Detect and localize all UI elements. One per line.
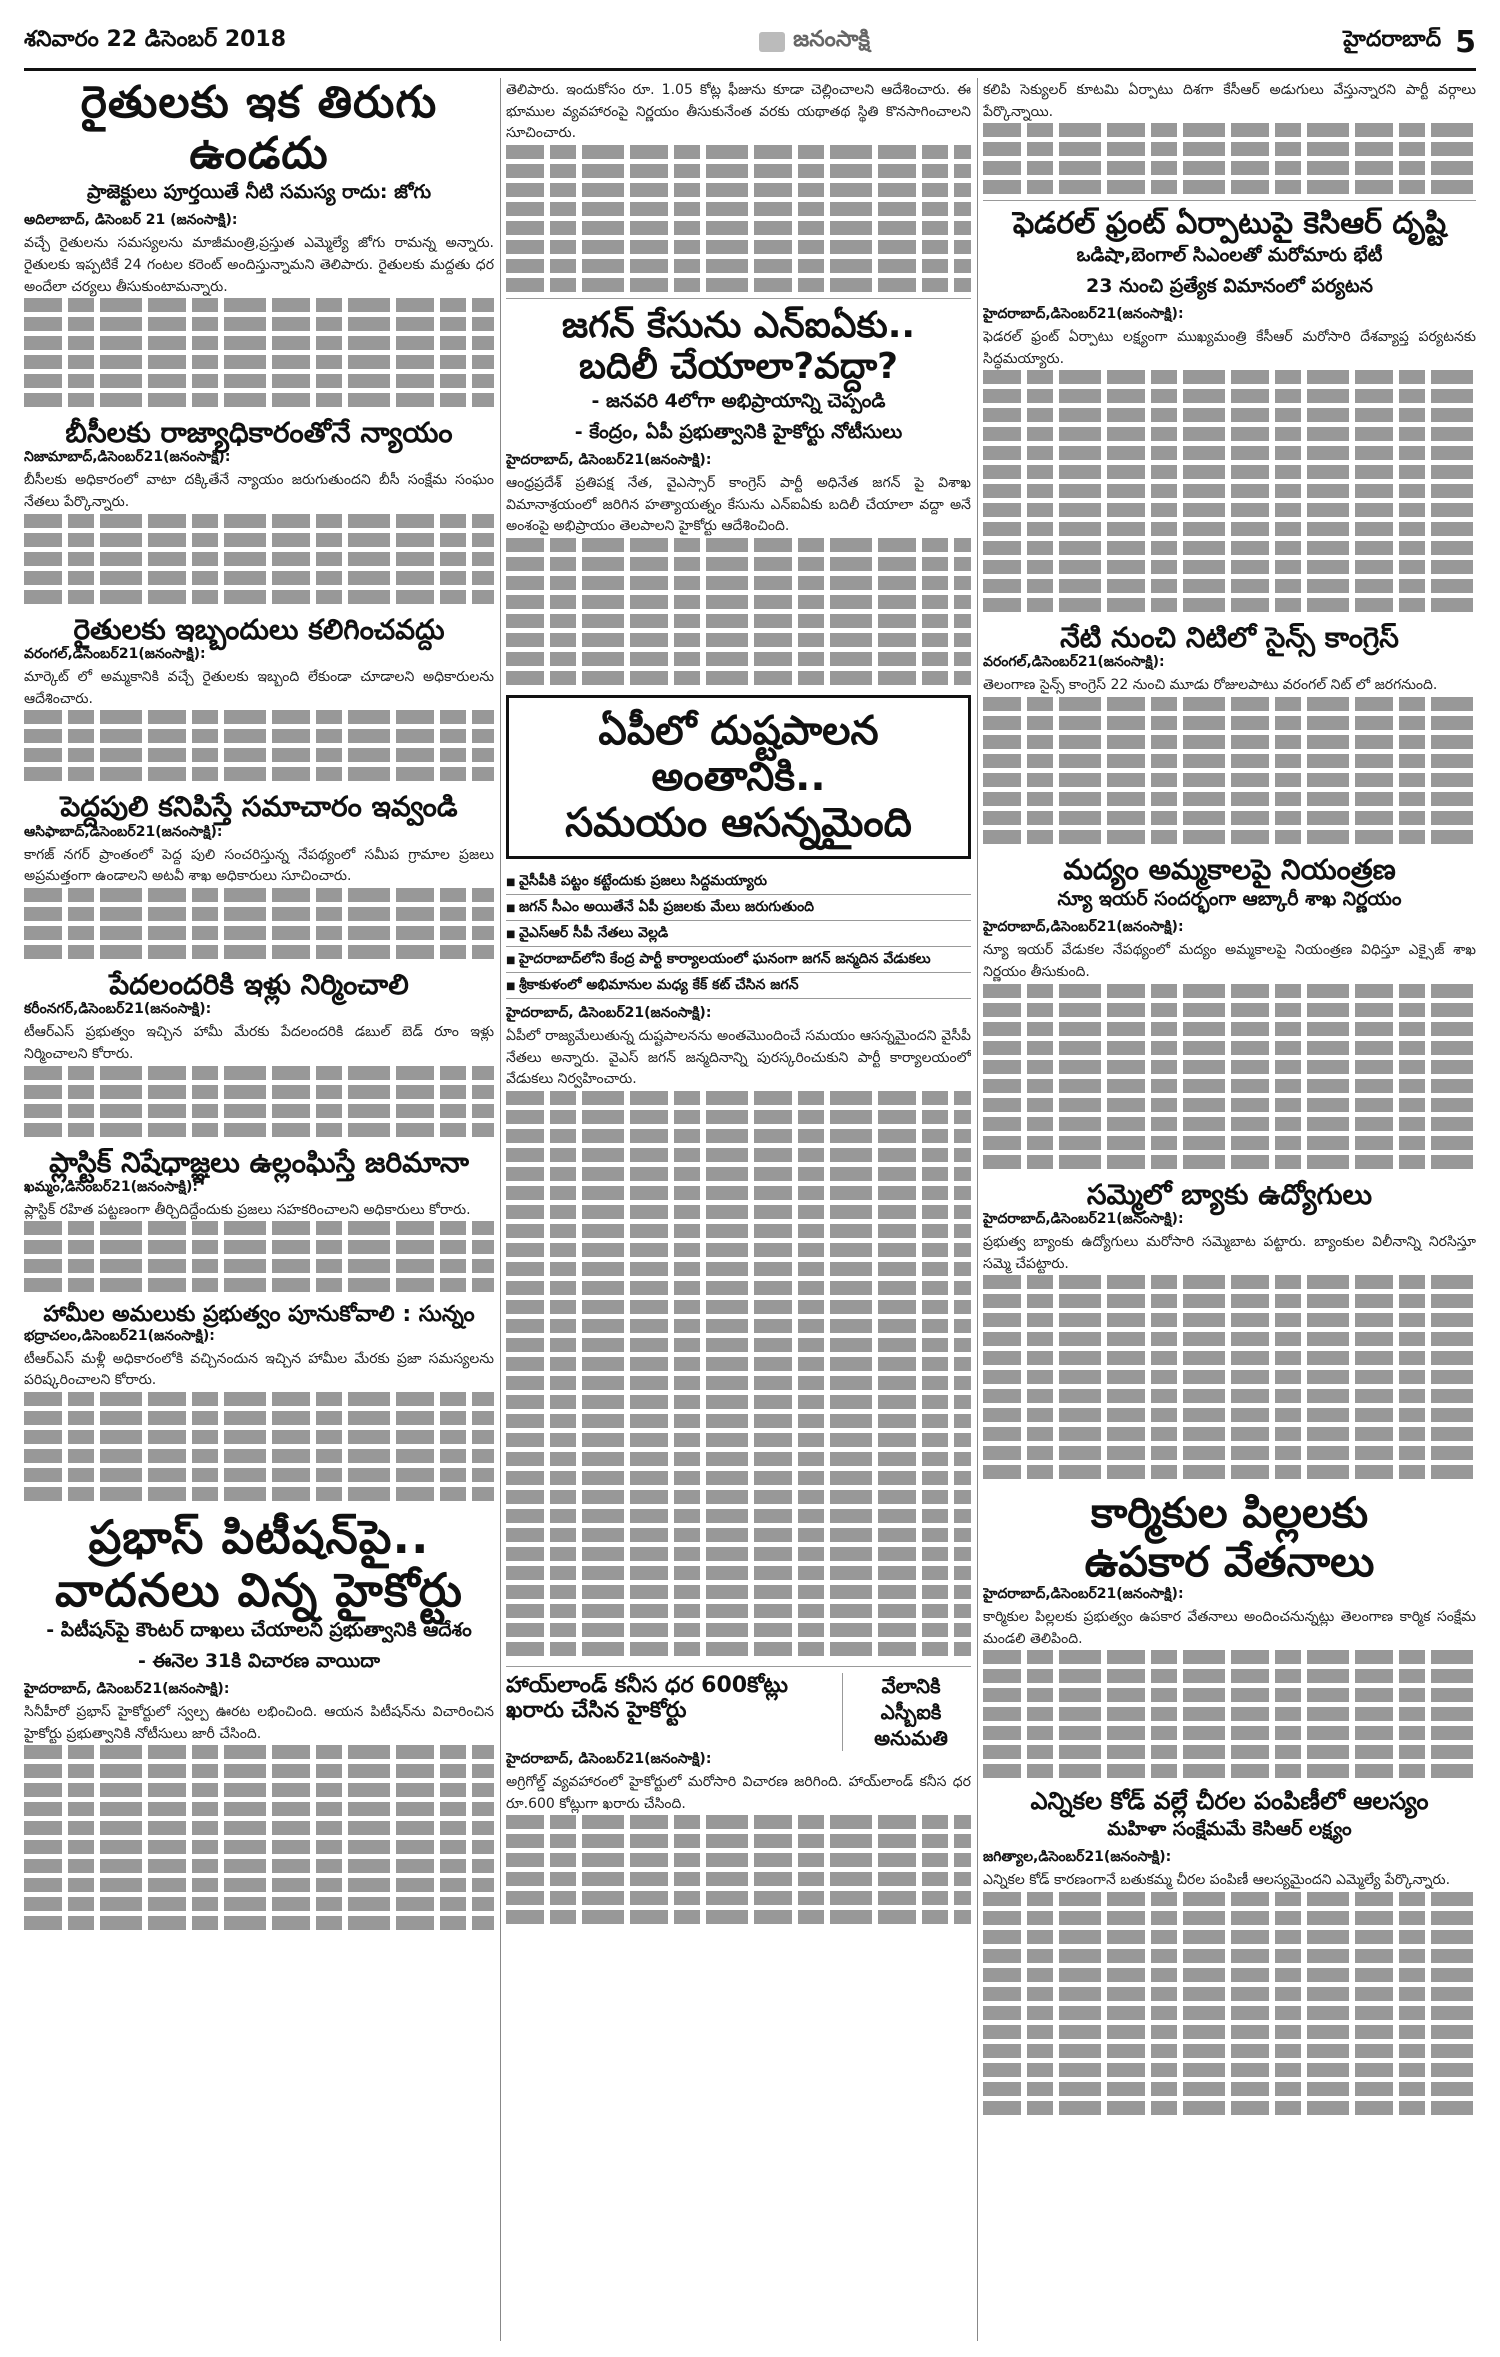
subheadline: మహిళా సంక్షేమమే కెసిఆర్ లక్ష్యం <box>1107 1817 1352 1840</box>
boxed-headline <box>506 695 971 859</box>
text-line-placeholder <box>24 1878 494 1892</box>
dateline: హైదరాబాద్,డిసెంబర్21(జనంసాక్షి): <box>983 1585 1184 1602</box>
text-line-placeholder <box>983 1987 1476 2001</box>
text-line-placeholder <box>506 614 971 628</box>
text-line-placeholder <box>506 1566 971 1580</box>
article-promises <box>24 1302 494 1501</box>
article-prabhas <box>24 1511 494 1930</box>
text-line-placeholder <box>24 1897 494 1911</box>
subheadline: - కేంద్రం, ఏపీ ప్రభుత్వానికి హైకోర్టు నోటీసులు <box>574 420 903 443</box>
article-body: ఫెడరల్ ఫ్రంట్ ఏర్పాటు లక్ష్యంగా ముఖ్యమంత్రి కేసీఆర్ మరోసారి దేశవ్యాప్త పర్యటనకు సిద్ధమయ్యారు. <box>983 328 1476 367</box>
text-line-placeholder <box>506 164 971 178</box>
text-line-placeholder <box>983 1098 1476 1112</box>
text-line-placeholder <box>506 1528 971 1542</box>
dateline: హైదరాబాద్, డిసెంబర్21(జనంసాక్షి): <box>506 1004 712 1021</box>
headline: కార్మికుల పిల్లలకు <box>1090 1488 1369 1538</box>
text-line-placeholder <box>24 1066 494 1080</box>
headline-line2: సమయం ఆసన్నమైంది <box>565 799 912 846</box>
subheadline: న్యూ ఇయర్ సందర్భంగా ఆబ్కారీ శాఖ నిర్ణయం <box>1057 888 1402 911</box>
text-line-placeholder <box>506 1338 971 1352</box>
dateline: నిజామాబాద్,డిసెంబర్21(జనంసాక్షి): <box>24 449 231 466</box>
text-line-placeholder <box>983 1332 1476 1346</box>
text-line-placeholder <box>983 1669 1476 1683</box>
text-line-placeholder <box>506 633 971 647</box>
text-line-placeholder <box>506 1091 971 1105</box>
text-line-placeholder <box>24 1916 494 1930</box>
dateline: వరంగల్,డిసెంబర్21(జనంసాక్షి): <box>983 654 1165 671</box>
text-line-placeholder <box>983 503 1476 517</box>
text-line-placeholder <box>506 1471 971 1485</box>
text-line-placeholder <box>24 1859 494 1873</box>
text-line-placeholder <box>983 1446 1476 1460</box>
dateline: కరీంనగర్,డిసెంబర్21(జనంసాక్షి): <box>24 1001 212 1018</box>
masthead-right <box>1343 25 1476 60</box>
page-number: 5 <box>1455 24 1476 60</box>
highlights-list <box>506 869 971 999</box>
text-line-placeholder <box>983 1041 1476 1055</box>
text-line-placeholder <box>983 1930 1476 1944</box>
text-line-placeholder <box>983 465 1476 479</box>
column-middle <box>506 78 971 2341</box>
text-line-placeholder <box>983 1275 1476 1289</box>
text-line-placeholder <box>506 202 971 216</box>
text-line-placeholder <box>983 1351 1476 1365</box>
text-line-placeholder <box>506 1205 971 1219</box>
text-line-placeholder <box>24 1840 494 1854</box>
text-line-placeholder <box>983 427 1476 441</box>
article-tiger <box>24 791 494 959</box>
text-line-placeholder <box>24 1221 494 1235</box>
text-line-placeholder <box>983 1294 1476 1308</box>
headline: పేదలందరికి ఇళ్లు నిర్మించాలి <box>109 967 409 1001</box>
article-scholarships <box>983 1489 1476 1778</box>
text-line-placeholder <box>983 1389 1476 1403</box>
dateline: వరంగల్,డిసెంబర్21(జనంసాక్షి): <box>24 646 206 662</box>
text-line-placeholder <box>983 2044 1476 2058</box>
text-line-placeholder <box>506 1815 971 1829</box>
text-line-placeholder <box>506 671 971 685</box>
text-line-placeholder <box>506 1585 971 1599</box>
headline-line2: ఖరారు చేసిన హైకోర్టు <box>506 1698 687 1724</box>
text-line-placeholder <box>983 1688 1476 1702</box>
text-line-placeholder <box>983 811 1476 825</box>
text-line-placeholder <box>24 945 494 959</box>
issue-date: శనివారం 22 డిసెంబర్ 2018 <box>24 27 287 52</box>
text-line-placeholder <box>506 1604 971 1618</box>
column-divider <box>977 78 978 2341</box>
highlight-item: ■ వైసీపీకి పట్టం కట్టేందుకు ప్రజలు సిద్దమయ్యారు <box>506 869 971 895</box>
subheadline: - జనవరి 4లోగా అభిప్రాయాన్ని చెప్పండి <box>591 389 886 412</box>
dateline: జగిత్యాల,డిసెంబర్21(జనంసాక్షి): <box>983 1848 1172 1865</box>
article-highland <box>506 1673 971 1751</box>
subheadline: ఒడిషా,బెంగాల్ సిఎంలతో మరోమారు భేటీ <box>1076 243 1383 266</box>
newspaper-logo-icon <box>759 32 785 52</box>
text-line-placeholder <box>506 1319 971 1333</box>
article-body: వచ్చే రైతులను సమస్యలను మాజీమంత్రి,ప్రస్తుత ఎమ్మెల్యే జోగు రామన్న అన్నారు. రైతులకు ఇప్పటికే 24 గంటల కరెంట్ అందిస్తున్నామని తెలిపారు. రైతులకు మద్దతు ధర అందేలా చర్యలు తీసుకుంటామన్నారు. <box>24 235 494 295</box>
text-line-placeholder <box>983 560 1476 574</box>
text-line-placeholder <box>983 1060 1476 1074</box>
text-line-placeholder <box>983 2025 1476 2039</box>
text-line-placeholder <box>24 1278 494 1292</box>
highlight-item: ■ శ్రీకాకుళంలో అభిమానుల మధ్య కేక్ కట్ చేసిన జగన్ <box>506 973 971 999</box>
highlight-item: ■ జగన్ సీఎం అయితేనే ఏపీ ప్రజలకు మేలు జరుగుతుంది <box>506 895 971 921</box>
article-body: ఆంధ్రప్రదేశ్ ప్రతిపక్ష నేత, వైఎస్సార్ కాంగ్రెస్ పార్టీ అధినేత జగన్ పై విశాఖ విమానాశ్రయంలో జరిగిన హత్యాయత్నం కేసును ఎన్ఐఏకు బదిలీ చేయాలా వద్దా అనే అంశంపై అభిప్రాయం తెలపాలని హైకోర్టు ఆదేశించింది. <box>506 474 971 535</box>
masthead <box>24 18 1476 66</box>
subheadline: 23 నుంచి ప్రత్యేక విమానంలో పర్యటన <box>1086 274 1373 297</box>
text-line-placeholder <box>24 590 494 604</box>
text-line-placeholder <box>506 1910 971 1924</box>
headline: జగన్ కేసును ఎన్ఐఏకు.. <box>561 305 916 347</box>
article-body: కాగజ్ నగర్ ప్రాంతంలో పెద్ద పులి సంచరిస్తున్న నేపథ్యంలో సమీప గ్రామాల ప్రజలు అప్రమత్తంగా ఉండాలని అటవీ శాఖ అధికారులు సూచించారు. <box>24 846 494 885</box>
text-line-placeholder <box>24 1123 494 1137</box>
text-line-placeholder <box>506 278 971 292</box>
text-line-placeholder <box>506 1357 971 1371</box>
text-line-placeholder <box>983 142 1476 156</box>
text-line-placeholder <box>24 888 494 902</box>
text-line-placeholder <box>506 1490 971 1504</box>
text-line-placeholder <box>24 374 494 388</box>
column-right <box>983 78 1476 2341</box>
text-line-placeholder <box>983 1707 1476 1721</box>
text-line-placeholder <box>506 1129 971 1143</box>
newspaper-brand <box>759 27 870 57</box>
article-science-congress <box>983 622 1476 844</box>
text-line-placeholder <box>24 1802 494 1816</box>
text-line-placeholder <box>983 716 1476 730</box>
text-line-placeholder <box>506 1224 971 1238</box>
headline: హాయ్‌లాండ్ కనీస ధర 600కోట్లు <box>506 1672 788 1698</box>
text-line-placeholder <box>506 538 971 552</box>
text-line-placeholder <box>24 1085 494 1099</box>
text-line-placeholder <box>24 1411 494 1425</box>
section-divider <box>506 298 971 299</box>
text-line-placeholder <box>983 370 1476 384</box>
text-line-placeholder <box>506 1834 971 1848</box>
text-line-placeholder <box>983 830 1476 844</box>
highlight-item: ■ వైఎస్ఆర్ సీపీ నేతలు వెల్లడి <box>506 921 971 947</box>
column-divider <box>500 78 501 2341</box>
text-line-placeholder <box>983 1117 1476 1131</box>
text-line-placeholder <box>24 336 494 350</box>
article-body: ప్రభుత్వ బ్యాంకు ఉద్యోగులు మరోసారి సమ్మెబాట పట్టారు. బ్యాంకుల విలీనాన్ని నిరసిస్తూ సమ్మె చేపట్టారు. <box>983 1233 1476 1272</box>
text-line-placeholder <box>983 1155 1476 1169</box>
text-line-placeholder <box>506 1281 971 1295</box>
article-body: కార్మికుల పిల్లలకు ప్రభుత్వం ఉపకార వేతనాలు అందించనున్నట్లు తెలంగాణ కార్మిక సంక్షేమ మండలి తెలిపింది. <box>983 1608 1476 1647</box>
text-line-placeholder <box>24 355 494 369</box>
text-line-placeholder <box>983 2101 1476 2115</box>
article-body: సినీహీరో ప్రభాస్ హైకోర్టులో స్వల్ప ఊరట లభించింది. ఆయన పిటీషన్‌ను విచారించిన హైకోర్టు ప్రభుత్వానికి నోటీసులు జారీ చేసింది. <box>24 1703 494 1742</box>
text-line-placeholder <box>506 221 971 235</box>
text-line-placeholder <box>24 1783 494 1797</box>
dateline: భద్రాచలం,డిసెంబర్21(జనంసాక్షి): <box>24 1327 215 1344</box>
headline: ఏపీలో దుష్టపాలన అంతానికి.. <box>598 707 879 800</box>
article-body: న్యూ ఇయర్ వేడుకల నేపథ్యంలో మద్యం అమ్మకాలపై నియంత్రణ విధిస్తూ ఎక్సైజ్ శాఖ నిర్ణయం తీసుకుంది. <box>983 942 1476 980</box>
article-housing <box>24 969 494 1137</box>
text-line-placeholder <box>506 1853 971 1867</box>
text-line-placeholder <box>24 710 494 724</box>
headline: హామీల అమలుకు ప్రభుత్వం పూనుకోవాలి : సున్నం <box>43 1302 475 1328</box>
text-line-placeholder <box>24 1745 494 1759</box>
text-line-placeholder <box>983 1136 1476 1150</box>
text-line-placeholder <box>983 522 1476 536</box>
headline-line2: వాదనలు విన్న హైకోర్టు <box>55 1562 463 1617</box>
text-line-placeholder <box>24 748 494 762</box>
text-line-placeholder <box>506 1872 971 1886</box>
text-line-placeholder <box>506 576 971 590</box>
dateline: హైదరాబాద్,డిసెంబర్21(జనంసాక్షి): <box>983 919 1184 936</box>
text-line-placeholder <box>983 792 1476 806</box>
article-body: అగ్రిగోల్డ్ వ్యవహారంలో హైకోర్టులో మరోసారి విచారణ జరిగింది. హాయ్‌లాండ్ కనీస ధర రూ.600 కోట్లుగా ఖరారు చేసింది. <box>506 1773 971 1812</box>
column-left <box>24 78 494 2341</box>
text-line-placeholder <box>24 1449 494 1463</box>
article-body: ఏపీలో రాజ్యమేలుతున్న దుష్టపాలనను అంతమొందించే సమయం ఆసన్నమైందని వైసీపీ నేతలు అన్నారు. వైఎస్ జగన్ జన్మదినాన్ని పురస్కరించుకుని పార్టీ కార్యాలయంలో వేడుకలు నిర్వహించారు. <box>506 1027 971 1088</box>
edition-city: హైదరాబాద్ <box>1343 27 1442 52</box>
dateline: హైదరాబాద్, డిసెంబర్21(జనంసాక్షి): <box>24 1680 230 1697</box>
article-federal-front <box>983 207 1476 612</box>
text-line-placeholder <box>506 1414 971 1428</box>
brand-name: జనంసాక్షి <box>793 27 871 52</box>
text-line-placeholder <box>983 754 1476 768</box>
text-line-placeholder <box>506 1186 971 1200</box>
text-line-placeholder <box>983 1370 1476 1384</box>
text-line-placeholder <box>24 571 494 585</box>
article-plastic <box>24 1147 494 1293</box>
text-line-placeholder <box>506 1110 971 1124</box>
headline-line2: ఉపకార వేతనాలు <box>1084 1536 1375 1586</box>
headline: సమ్మెలో బ్యాకు ఉద్యోగులు <box>1086 1177 1373 1211</box>
article-market <box>24 614 494 782</box>
text-line-placeholder <box>506 1642 971 1656</box>
text-line-placeholder <box>24 298 494 312</box>
text-line-placeholder <box>506 183 971 197</box>
article-farmers <box>24 78 494 407</box>
text-line-placeholder <box>983 123 1476 137</box>
dateline: అదిలాబాద్, డిసెంబర్ 21 (జనంసాక్షి): <box>24 212 238 229</box>
dateline: ఆసిఫాబాద్,డిసెంబర్21(జనంసాక్షి): <box>24 823 223 840</box>
text-line-placeholder <box>24 393 494 407</box>
text-line-placeholder <box>506 1300 971 1314</box>
text-line-placeholder <box>24 1764 494 1778</box>
text-line-placeholder <box>983 1022 1476 1036</box>
side-label: వేలానికి ఎస్బీఐకి అనుమతి <box>842 1673 971 1751</box>
article-body: టీఆర్ఎస్ ప్రభుత్వం ఇచ్చిన హామీ మేరకు పేదలందరికి డబుల్ బెడ్ రూం ఇళ్లు నిర్మించాలని కోరారు. <box>24 1024 494 1062</box>
text-line-placeholder <box>24 317 494 331</box>
text-line-placeholder <box>983 1949 1476 1963</box>
text-line-placeholder <box>983 1764 1476 1778</box>
section-divider <box>506 1666 971 1667</box>
text-line-placeholder <box>983 1726 1476 1740</box>
headline: ఎన్నికల కోడ్ వల్లే చీరల పంపిణీలో ఆలస్యం <box>1030 1787 1429 1816</box>
text-line-placeholder <box>506 1148 971 1162</box>
article-body: తెలంగాణ సైన్స్ కాంగ్రెస్ 22 నుంచి మూడు రోజులపాటు వరంగల్ నిట్ లో జరగనుంది. <box>983 677 1438 694</box>
text-line-placeholder <box>506 1243 971 1257</box>
continued-body: కలిపి సెక్యులర్ కూటమి ఏర్పాటు దిశగా కేసీఆర్ అడుగులు వేస్తున్నారని పార్టీ వర్గాలు పేర్కొన్నాయి. <box>983 82 1476 120</box>
text-line-placeholder <box>24 1468 494 1482</box>
text-line-placeholder <box>506 1509 971 1523</box>
headline: ఫెడరల్ ఫ్రంట్ ఏర్పాటుపై కెసిఆర్ దృష్టి <box>1012 206 1447 242</box>
text-line-placeholder <box>983 408 1476 422</box>
article-jagan-nia <box>506 305 971 685</box>
headline: ప్లాస్టిక్ నిషేధాజ్ఞలు ఉల్లంఘిస్తే జరిమానా <box>49 1145 469 1179</box>
text-line-placeholder <box>983 1408 1476 1422</box>
article-liquor <box>983 854 1476 1169</box>
text-line-placeholder <box>983 180 1476 194</box>
headline: రైతులకు ఇక తిరుగు ఉండదు <box>80 78 438 179</box>
dateline: ఖమ్మం,డిసెంబర్21(జనంసాక్షి): <box>24 1178 198 1195</box>
text-line-placeholder <box>983 389 1476 403</box>
text-line-placeholder <box>24 907 494 921</box>
text-line-placeholder <box>983 984 1476 998</box>
text-line-placeholder <box>983 1079 1476 1093</box>
dateline: హైదరాబాద్, డిసెంబర్21(జనంసాక్షి): <box>506 451 712 468</box>
text-line-placeholder <box>506 595 971 609</box>
text-line-placeholder <box>983 1003 1476 1017</box>
continued-body: తెలిపారు. ఇందుకోసం రూ. 1.05 కోట్ల ఫీజును కూడా చెల్లించాలని ఆదేశించారు. ఈ భూముల వ్యవహారంపై నిర్ణయం తీసుకునేంత వరకు యథాతథ స్థితి కొనసాగించాలని సూచించారు. <box>506 82 971 142</box>
text-line-placeholder <box>506 652 971 666</box>
section-divider <box>983 200 1476 201</box>
text-line-placeholder <box>506 557 971 571</box>
text-line-placeholder <box>983 484 1476 498</box>
text-line-placeholder <box>24 1430 494 1444</box>
text-line-placeholder <box>24 926 494 940</box>
text-line-placeholder <box>983 579 1476 593</box>
text-line-placeholder <box>24 767 494 781</box>
text-line-placeholder <box>983 1650 1476 1664</box>
article-ycp <box>506 1005 971 1656</box>
text-line-placeholder <box>506 1167 971 1181</box>
headline: రైతులకు ఇబ్బందులు కలిగించవద్దు <box>73 612 445 646</box>
text-line-placeholder <box>506 1433 971 1447</box>
text-line-placeholder <box>24 1821 494 1835</box>
text-line-placeholder <box>983 1745 1476 1759</box>
text-line-placeholder <box>983 161 1476 175</box>
text-line-placeholder <box>983 773 1476 787</box>
text-line-placeholder <box>506 145 971 159</box>
text-line-placeholder <box>506 1891 971 1905</box>
text-line-placeholder <box>24 552 494 566</box>
article-body: బీసీలకు అధికారంలో వాటా దక్కితేనే న్యాయం జరుగుతుందని బీసీ సంక్షేమ సంఘం నేతలు పేర్కొన్నారు. <box>24 472 494 511</box>
dateline: హైదరాబాద్, డిసెంబర్21(జనంసాక్షి): <box>506 1750 712 1767</box>
text-line-placeholder <box>24 533 494 547</box>
text-line-placeholder <box>506 1452 971 1466</box>
headline: బీసీలకు రాజ్యాధికారంతోనే న్యాయం <box>65 416 453 450</box>
text-line-placeholder <box>506 240 971 254</box>
text-line-placeholder <box>24 1104 494 1118</box>
subheadline: - ఈనెల 31కి విచారణ వాయిదా <box>138 1649 380 1672</box>
article-body: టీఆర్ఎస్ మళ్లీ అధికారంలోకి వచ్చినందున ఇచ్చిన హామీల మేరకు ప్రజా సమస్యలను పరిష్కరించాలని కోరారు. <box>24 1350 494 1389</box>
dateline: హైదరాబాద్,డిసెంబర్21(జనంసాక్షి): <box>983 1210 1184 1227</box>
text-line-placeholder <box>983 697 1476 711</box>
article-body: ఎన్నికల కోడ్ కారణంగానే బతుకమ్మ చీరల పంపిణీ ఆలస్యమైందని ఎమ్మెల్యే పేర్కొన్నారు. <box>983 1871 1451 1888</box>
text-line-placeholder <box>24 1487 494 1501</box>
highlight-item: ■ హైదరాబాద్‌లోని కేంద్ర పార్టీ కార్యాలయంలో ఘనంగా జగన్ జన్మదిన వేడుకలు <box>506 947 971 973</box>
text-line-placeholder <box>983 1968 1476 1982</box>
text-line-placeholder <box>983 1892 1476 1906</box>
text-line-placeholder <box>983 2006 1476 2020</box>
headline: మద్యం అమ్మకాలపై నియంత్రణ <box>1063 853 1396 887</box>
text-line-placeholder <box>983 446 1476 460</box>
text-line-placeholder <box>24 1392 494 1406</box>
text-line-placeholder <box>24 1259 494 1273</box>
text-line-placeholder <box>506 1547 971 1561</box>
text-line-placeholder <box>983 2082 1476 2096</box>
text-line-placeholder <box>506 1623 971 1637</box>
headline: నేటి నుంచి నిటిలో సైన్స్ కాంగ్రెస్ <box>1060 621 1399 655</box>
text-line-placeholder <box>983 541 1476 555</box>
text-line-placeholder <box>506 259 971 273</box>
text-line-placeholder <box>983 1313 1476 1327</box>
subheadline: - పిటీషన్‌పై కౌంటర్ దాఖలు చేయాలని ప్రభుత్వానికి ఆదేశం <box>46 1618 472 1641</box>
text-line-placeholder <box>983 1911 1476 1925</box>
article-body: ప్లాస్టిక్ రహిత పట్టణంగా తీర్చిదిద్దేందుకు ప్రజలు సహకరించాలని అధికారులు కోరారు. <box>24 1201 471 1218</box>
headline-line2: బదిలీ చేయాలా?వద్దా? <box>578 346 899 388</box>
subheadline: ప్రాజెక్టులు పూర్తయితే నీటి సమస్య రాదు: జోగు <box>86 181 432 204</box>
text-line-placeholder <box>983 2063 1476 2077</box>
text-line-placeholder <box>24 514 494 528</box>
text-line-placeholder <box>983 1465 1476 1479</box>
text-line-placeholder <box>506 1376 971 1390</box>
article-bc-justice <box>24 417 494 604</box>
article-sarees <box>983 1788 1476 2114</box>
text-line-placeholder <box>24 1240 494 1254</box>
dateline: హైదరాబాద్,డిసెంబర్21(జనంసాక్షి): <box>983 305 1184 322</box>
text-line-placeholder <box>983 1427 1476 1441</box>
article-body: మార్కెట్ లో అమ్మకానికి వచ్చే రైతులకు ఇబ్బంది లేకుండా చూడాలని అధికారులను ఆదేశించారు. <box>24 669 494 707</box>
headline: పెద్దపులి కనిపిస్తే సమాచారం ఇవ్వండి <box>60 790 458 824</box>
text-line-placeholder <box>506 1262 971 1276</box>
headline: ప్రభాస్ పిటీషన్‌పై.. <box>88 1510 430 1565</box>
text-line-placeholder <box>983 598 1476 612</box>
text-line-placeholder <box>983 735 1476 749</box>
text-line-placeholder <box>506 1395 971 1409</box>
text-line-placeholder <box>24 729 494 743</box>
article-bank-strike <box>983 1179 1476 1480</box>
masthead-rule <box>24 68 1476 71</box>
